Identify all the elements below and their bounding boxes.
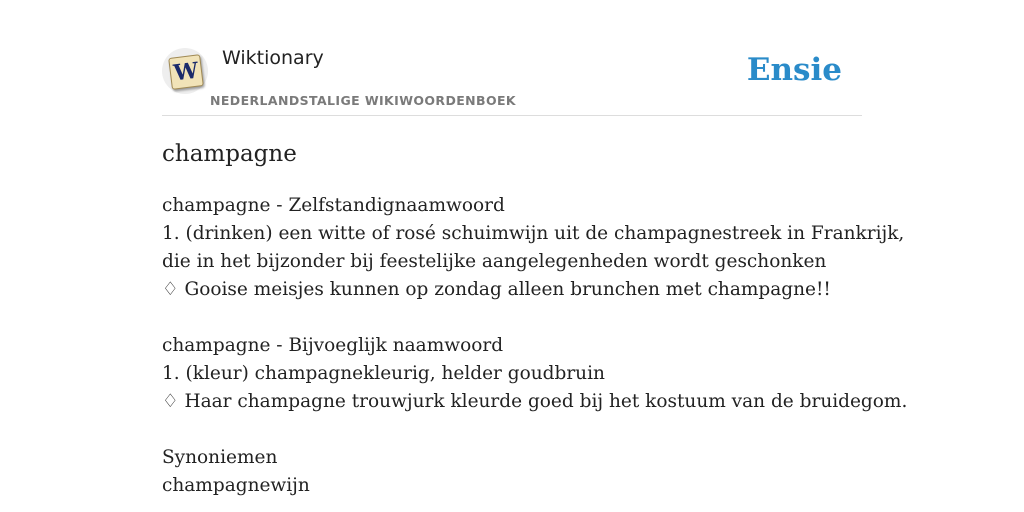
entry-section-adjective xyxy=(162,332,908,416)
ensie-brand-link[interactable]: Ensie xyxy=(746,52,842,88)
site-subtitle: NEDERLANDSTALIGE WIKIWOORDENBOEK xyxy=(210,93,517,108)
synonyms-section xyxy=(162,444,862,500)
example-sentence: ♢ Gooise meisjes kunnen op zondag alleen brunchen met champagne!! xyxy=(162,279,831,300)
definition-line: die in het bijzonder bij feestelijke aangelegenheden wordt geschonken xyxy=(162,251,827,272)
definition-line: 1. (drinken) een witte of rosé schuimwijn uit de champagnestreek in Frankrijk, xyxy=(162,223,905,244)
spacer xyxy=(162,304,862,332)
entry-content xyxy=(162,192,908,500)
synonym-item: champagnewijn xyxy=(162,475,310,496)
entry-section-noun xyxy=(162,192,905,304)
definition-line: 1. (kleur) champagnekleurig, helder goudbruin xyxy=(162,363,605,384)
example-sentence: ♢ Haar champagne trouwjurk kleurde goed bij het kostuum van de bruidegom. xyxy=(162,391,908,412)
logo-tile xyxy=(168,54,204,90)
site-name[interactable]: Wiktionary xyxy=(222,47,324,69)
section-heading: champagne - Bijvoeglijk naamwoord xyxy=(162,335,504,356)
spacer xyxy=(162,416,862,444)
page-title: champagne xyxy=(162,141,297,167)
site-header xyxy=(162,40,862,116)
synonyms-heading: Synoniemen xyxy=(162,447,278,468)
wiktionary-logo-icon[interactable] xyxy=(162,48,208,94)
section-heading: champagne - Zelfstandignaamwoord xyxy=(162,195,505,216)
logo-letter: W xyxy=(172,57,200,87)
